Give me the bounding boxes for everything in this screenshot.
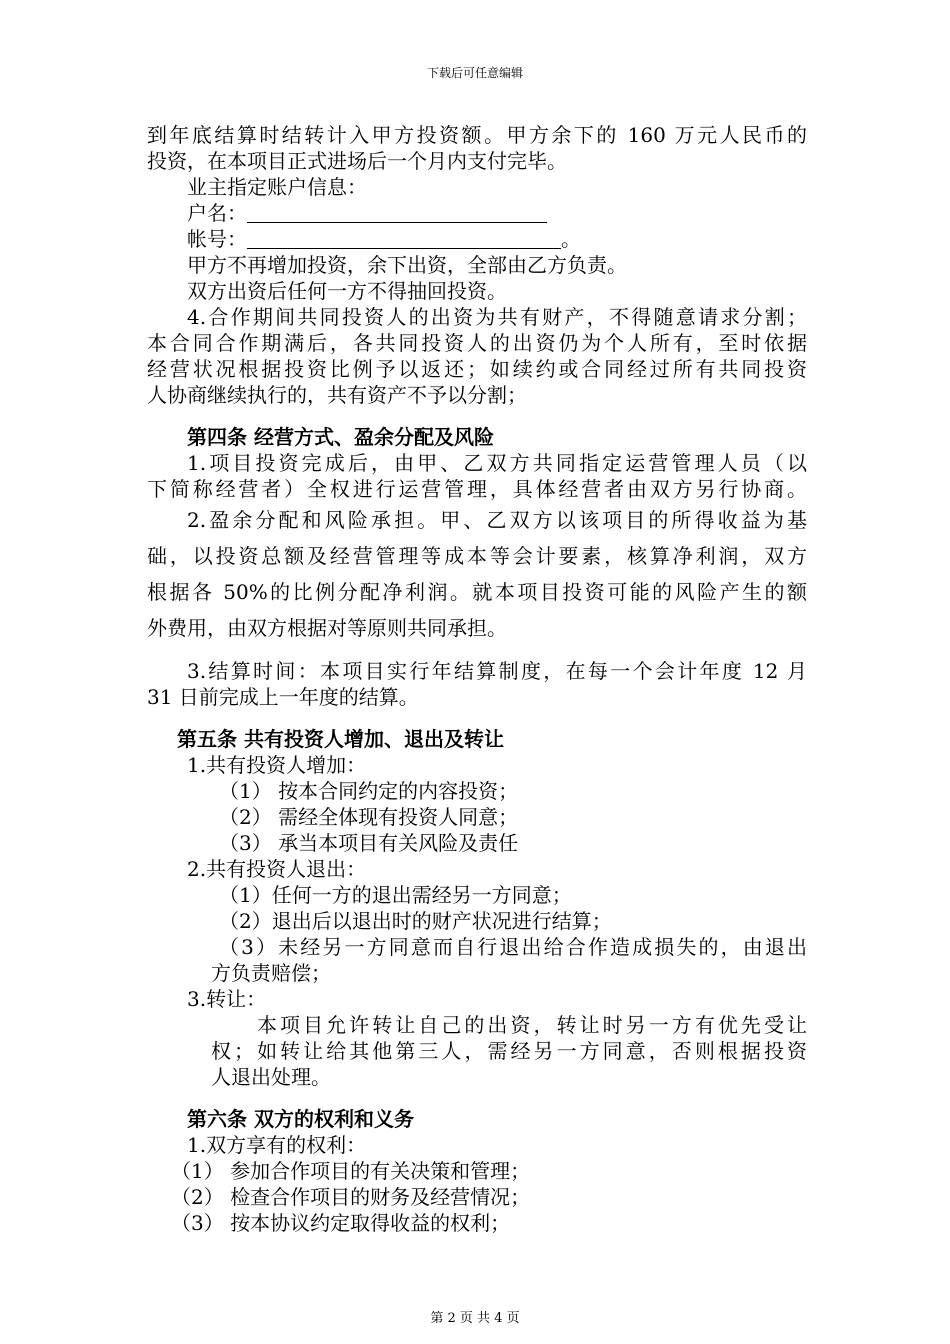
account-number-blank — [247, 228, 561, 249]
text-line: 根据各 50%的比例分配净利润。就本项目投资可能的风险产生的额 — [147, 580, 807, 604]
text-line: 1.项目投资完成后，由甲、乙双方共同指定运营管理人员（以 — [187, 451, 807, 475]
account-number-end: 。 — [561, 227, 581, 251]
list-item: （1） 参加合作项目的有关决策和管理； — [171, 1159, 531, 1183]
text-line: 础，以投资总额及经营管理等成本等会计要素，核算净利润，双方 — [147, 544, 807, 568]
text-line: 外费用，由双方根据对等原则共同承担。 — [147, 616, 507, 640]
list-item: （1）任何一方的退出需经另一方同意； — [219, 883, 572, 907]
text-line: 方负责赔偿； — [211, 961, 331, 985]
account-name-blank — [247, 202, 547, 223]
account-number-label: 帐号： — [187, 227, 247, 251]
page-header: 下载后可任意编辑 — [426, 66, 523, 80]
account-name-label: 户名： — [187, 201, 247, 225]
list-item: （3）未经另一方同意而自行退出给合作造成损失的，由退出 — [219, 935, 807, 959]
text-line: 31 日前完成上一年度的结算。 — [147, 685, 419, 709]
section-heading-4: 第四条 经营方式、盈余分配及风险 — [187, 425, 494, 449]
list-item: （2）退出后以退出时的财产状况进行结算； — [219, 909, 612, 933]
list-item: （2） 检查合作项目的财务及经营情况； — [171, 1185, 531, 1209]
text-line: 3.转让： — [187, 987, 267, 1011]
text-line: 经营状况根据投资比例予以返还；如续约或合同经过所有共同投资 — [147, 357, 807, 381]
document-body — [147, 122, 807, 1236]
text-line: 甲方不再增加投资，余下出资，全部由乙方负责。 — [187, 253, 627, 277]
text-line: 双方出资后任何一方不得抽回投资。 — [187, 279, 507, 303]
account-number-row — [147, 226, 807, 252]
text-line: 1.共有投资人增加： — [187, 753, 367, 777]
text-line: 权；如转让给其他第三人，需经另一方同意，否则根据投资 — [211, 1039, 807, 1063]
text-line: 到年底结算时结转计入甲方投资额。甲方余下的 160 万元人民币的 — [147, 123, 807, 147]
page-footer: 第 2 页 共 4 页 — [430, 1311, 520, 1326]
section-heading-5: 第五条 共有投资人增加、退出及转让 — [177, 727, 504, 751]
section-heading-6: 第六条 双方的权利和义务 — [187, 1107, 414, 1131]
text-line: 1.双方享有的权利： — [187, 1133, 367, 1157]
list-item: （1） 按本合同约定的内容投资； — [219, 779, 519, 803]
text-line: 2.共有投资人退出： — [187, 857, 367, 881]
text-line: 本合同合作期满后，各共同投资人的出资仍为个人所有，至时依据 — [147, 331, 807, 355]
text-line: 业主指定账户信息： — [187, 175, 367, 199]
text-line: 人退出处理。 — [211, 1065, 331, 1089]
text-line: 下简称经营者）全权进行运营管理，具体经营者由双方另行协商。 — [147, 477, 807, 501]
list-item: （3） 按本协议约定取得收益的权利； — [171, 1211, 511, 1235]
text-line: 人协商继续执行的，共有资产不予以分割； — [147, 383, 527, 407]
text-line: 投资，在本项目正式进场后一个月内支付完毕。 — [147, 149, 567, 173]
list-item: （2） 需经全体现有投资人同意； — [219, 805, 519, 829]
text-line: 本项目允许转让自己的出资，转让时另一方有优先受让 — [257, 1013, 807, 1037]
text-line: 2.盈余分配和风险承担。甲、乙双方以该项目的所得收益为基 — [187, 508, 807, 532]
list-item: （3） 承当本项目有关风险及责任 — [219, 831, 519, 855]
text-line: 4.合作期间共同投资人的出资为共有财产，不得随意请求分割； — [187, 305, 807, 329]
text-line: 3.结算时间：本项目实行年结算制度，在每一个会计年度 12 月 — [187, 659, 807, 683]
account-name-row — [147, 200, 807, 226]
